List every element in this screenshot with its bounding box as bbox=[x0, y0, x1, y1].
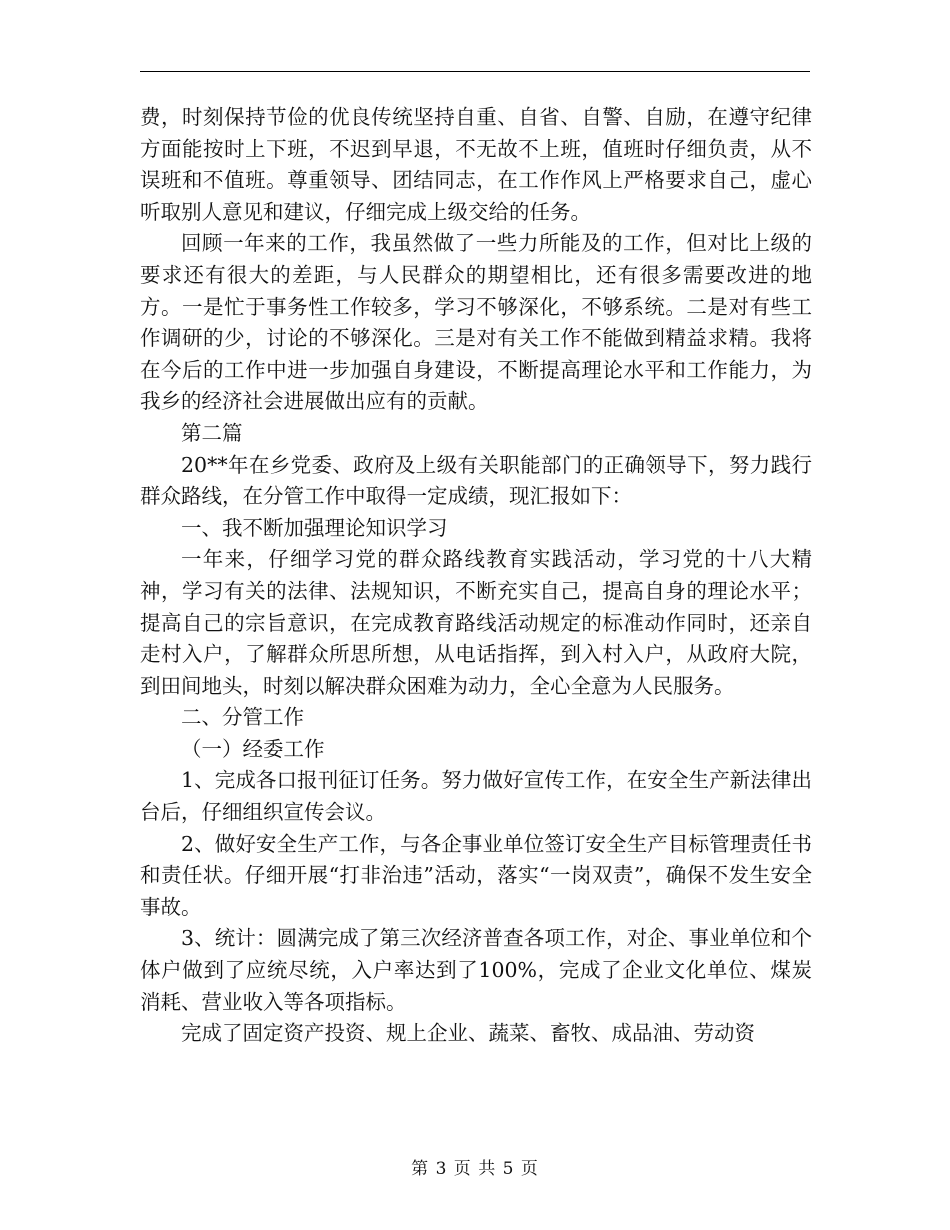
section-heading: 一、我不断加强理论知识学习 bbox=[181, 515, 448, 540]
subsection-heading: （一）经委工作 bbox=[181, 736, 325, 761]
paragraph: 一年来，仔细学习党的群众路线教育实践活动，学习党的十八大精神，学习有关的法律、法规知识，不断充实自己，提高自身的理论水平；提高自己的宗旨意识，在完成教育路线活动规定的标准动作同时，还亲自走村入户，了解群众所思所想，从电话指挥，到入村入户，从政府大院，到田间地头，时刻以解决群众困难为动力，全心全意为人民服务。 bbox=[140, 547, 812, 698]
page-number: 第 3 页 共 5 页 bbox=[411, 1159, 539, 1179]
list-item: 3、统计：圆满完成了第三次经济普查各项工作，对企、事业单位和个体户做到了应统尽统，入户率达到了100%，完成了企业文化单位、煤炭消耗、营业收入等各项指标。 bbox=[140, 926, 812, 1014]
document-body bbox=[140, 102, 812, 1050]
section-heading: 二、分管工作 bbox=[181, 705, 304, 730]
header-rule bbox=[140, 71, 810, 72]
paragraph: 完成了固定资产投资、规上企业、蔬菜、畜牧、成品油、劳动资 bbox=[181, 1021, 755, 1046]
paragraph: 20**年在乡党委、政府及上级有关职能部门的正确领导下，努力践行群众路线，在分管工作中取得一定成绩，现汇报如下： bbox=[140, 452, 812, 509]
paragraph: 费，时刻保持节俭的优良传统坚持自重、自省、自警、自励，在遵守纪律方面能按时上下班，不迟到早退，不无故不上班，值班时仔细负责，从不误班和不值班。尊重领导、团结同志，在工作作风上严格要求自己，虚心听取别人意见和建议，仔细完成上级交给的任务。 bbox=[140, 105, 812, 224]
list-item: 1、完成各口报刊征订任务。努力做好宣传工作，在安全生产新法律出台后，仔细组织宣传会议。 bbox=[140, 768, 812, 825]
list-item: 2、做好安全生产工作，与各企事业单位签订安全生产目标管理责任书和责任状。仔细开展“打非治违”活动，落实“一岗双责”，确保不发生安全事故。 bbox=[140, 831, 812, 919]
section-title: 第二篇 bbox=[181, 420, 243, 445]
paragraph: 回顾一年来的工作，我虽然做了一些力所能及的工作，但对比上级的要求还有很大的差距，与人民群众的期望相比，还有很多需要改进的地方。一是忙于事务性工作较多，学习不够深化，不够系统。二是对有些工作调研的少，讨论的不够深化。三是对有关工作不能做到精益求精。我将在今后的工作中进一步加强自身建设，不断提高理论水平和工作能力，为我乡的经济社会进展做出应有的贡献。 bbox=[140, 231, 812, 414]
